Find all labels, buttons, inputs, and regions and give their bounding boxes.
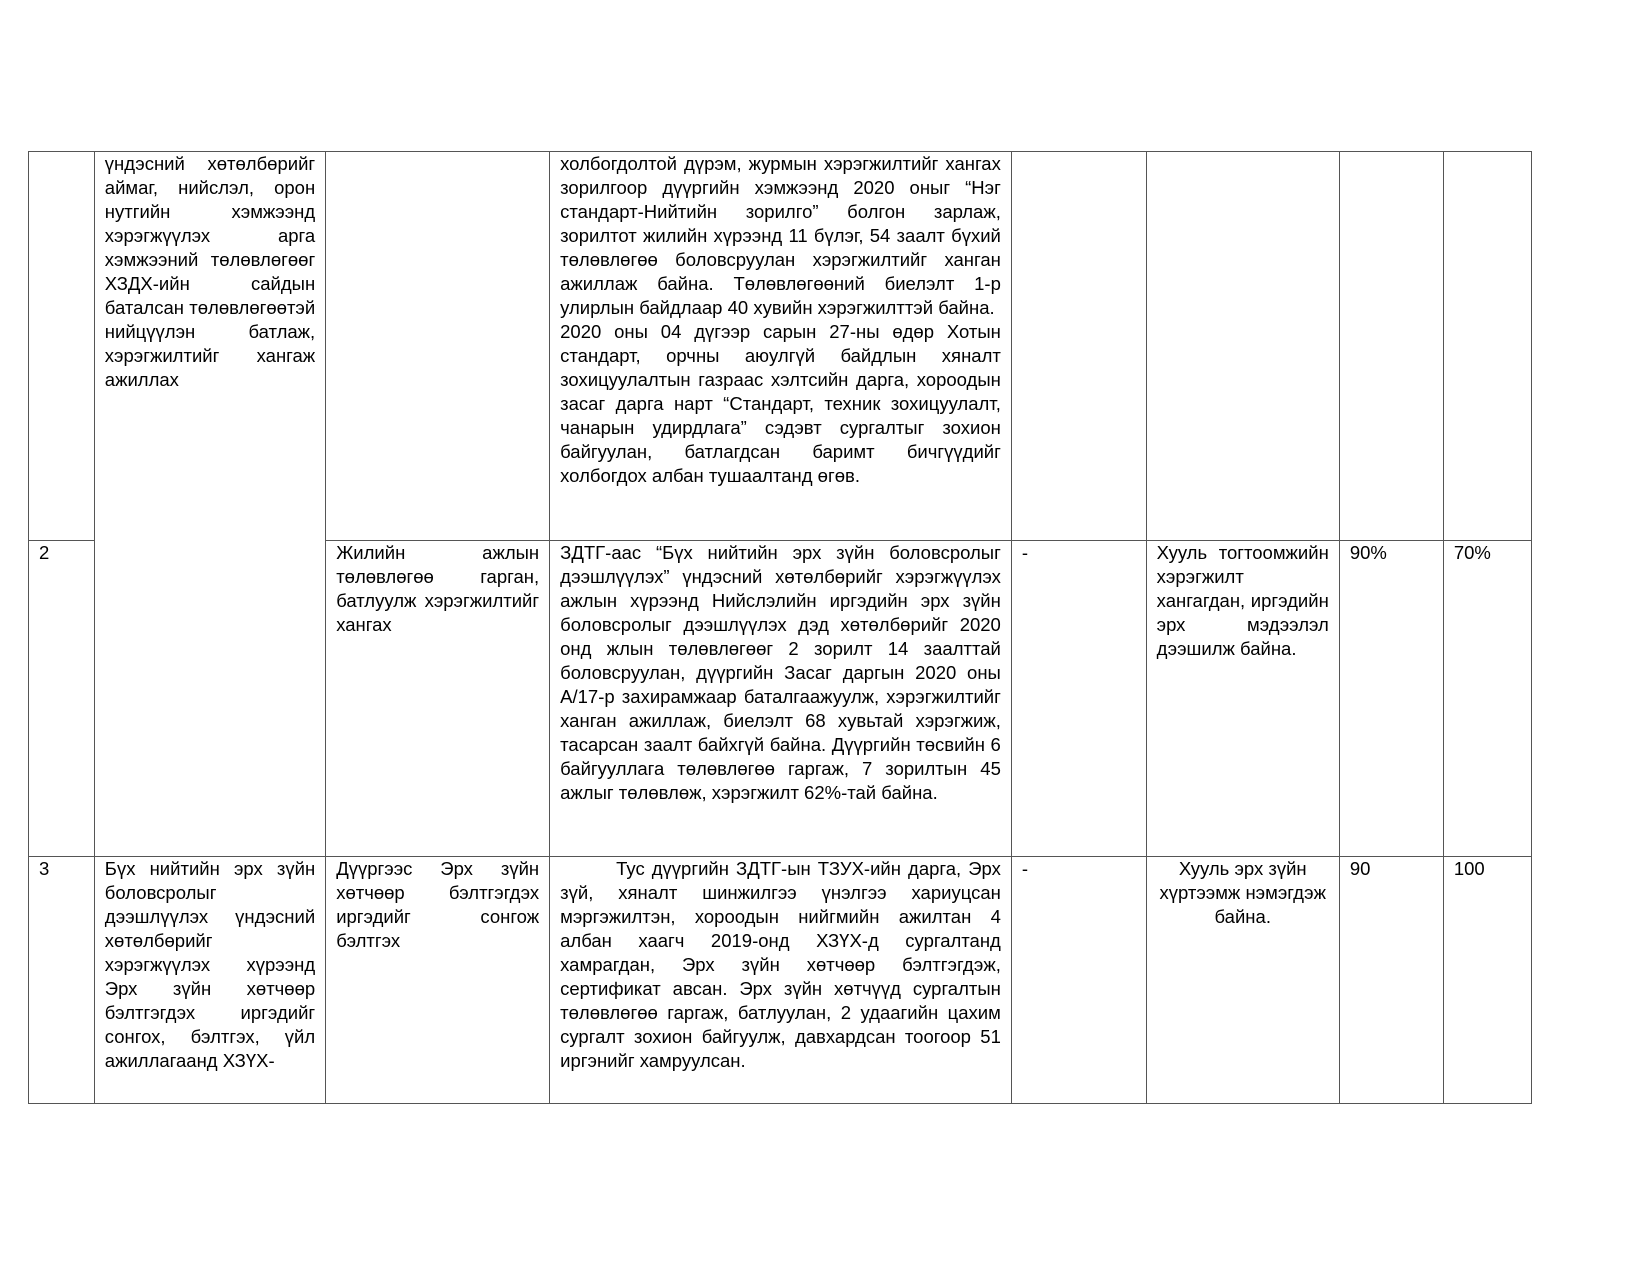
result-cell bbox=[1146, 541, 1339, 857]
report-table bbox=[28, 151, 1532, 1104]
col5-cell bbox=[1011, 152, 1146, 541]
result-text: Хууль тогтоомжийн хэрэгжилт хангагдан, иргэдийн эрх мэдээлэл дээшилж байна. bbox=[1156, 542, 1329, 659]
result-cell bbox=[1146, 152, 1339, 541]
value2-cell bbox=[1443, 152, 1531, 541]
progress-cell bbox=[550, 152, 1012, 541]
row-number-cell bbox=[29, 152, 95, 541]
goal-text: Бүх нийтийн эрх зүйн боловсролыг дээшлүүлэх үндэсний хөтөлбөрийг хэрэгжүүлэх хүрээнд Эрх зүйн хөтчөөр бэлтгэгдэх иргэдийг сонгох, бэлтгэх, үйл ажиллагаанд ХЗҮХ- bbox=[104, 858, 316, 1071]
value1-text: 90% bbox=[1349, 542, 1387, 563]
result-text: Хууль эрх зүйн хүртээмж нэмэгдэж байна. bbox=[1159, 858, 1326, 927]
value1-cell bbox=[1339, 152, 1443, 541]
progress-paragraph: ЗДТГ-аас “Бүх нийтийн эрх зүйн боловсролыг дээшлүүлэх” үндэсний хөтөлбөрийг хэрэгжүүлэх ажлын хүрээнд Нийслэлийн иргэдийн эрх зүйн боловсролыг дээшлүүлэх дэд хөтөлбөрийг 2020 онд жлын төлөвлөгөөг 2 зорилт 14 заалттай боловсруулан, дүүргийн Засаг даргын 2020 оны А/17-р захирамжаар баталгаажуулж, хэрэгжилтийг ханган ажиллаж, биелэлт 68 хувьтай хэрэгжиж, тасарсан заалт байхгүй байна. Дүүргийн төсвийн 6 байгууллага төлөвлөгөө гаргаж, 7 зорилтын 45 ажлыг төлөвлөж, хэрэгжилт 62%-тай байна. bbox=[560, 542, 1001, 803]
value2-cell bbox=[1443, 857, 1531, 1104]
activity-cell bbox=[326, 152, 550, 541]
goal-cell bbox=[94, 857, 325, 1104]
value2-text: 70% bbox=[1453, 542, 1491, 563]
table-row bbox=[29, 152, 1532, 541]
col5-cell bbox=[1011, 541, 1146, 857]
row-number-cell bbox=[29, 541, 95, 857]
activity-text: Дүүргээс Эрх зүйн хөтчөөр бэлтгэгдэх иргэдийг сонгож бэлтгэх bbox=[336, 858, 540, 951]
goal-cell bbox=[94, 152, 325, 857]
value2-cell bbox=[1443, 541, 1531, 857]
activity-cell bbox=[326, 857, 550, 1104]
col5-text: - bbox=[1021, 858, 1029, 879]
progress-cell bbox=[550, 541, 1012, 857]
goal-text: үндэсний хөтөлбөрийг аймаг, нийслэл, орон нутгийн хэмжээнд хэрэгжүүлэх арга хэмжээний төлөвлөгөөг ХЗДХ-ийн сайдын баталсан төлөвлөгөөтэй нийцүүлэн батлаж, хэрэгжилтийг хангаж ажиллах bbox=[104, 153, 316, 390]
row-number: 2 bbox=[39, 542, 50, 563]
activity-cell bbox=[326, 541, 550, 857]
col5-cell bbox=[1011, 857, 1146, 1104]
activity-text: Жилийн ажлын төлөвлөгөө гарган, батлуулж хэрэгжилтийг хангах bbox=[336, 542, 540, 635]
col5-text: - bbox=[1021, 542, 1029, 563]
value1-cell bbox=[1339, 857, 1443, 1104]
value1-cell bbox=[1339, 541, 1443, 857]
row-number-cell bbox=[29, 857, 95, 1104]
progress-paragraph: холбогдолтой дүрэм, журмын хэрэгжилтийг хангах зорилгоор дүүргийн хэмжээнд 2020 оныг “Нэг стандарт-Нийтийн зорилго” болгон зарлаж, зорилтот жилийн хүрээнд 11 бүлэг, 54 заалт бүхий төлөвлөгөө боловсруулан хэрэгжилтийг ханган ажиллаж байна. Төлөвлөгөөний биелэлт 1-р улирлын байдлаар 40 хувийн хэрэгжилттэй байна. bbox=[560, 153, 1001, 318]
progress-paragraph: Тус дүүргийн ЗДТГ-ын ТЗУХ-ийн дарга, Эрх зүй, хяналт шинжилгээ үнэлгээ хариуцсан мэргэжилтэн, хороодын нийгмийн ажилтан 4 албан хаагч 2019-онд ХЗҮХ-д сургалтанд хамрагдан, Эрх зүйн хөтчөөр бэлтгэгдэж, сертификат авсан. Эрх зүйн хөтчүүд сургалтын төлөвлөгөө гаргаж, батлуулан, 2 удаагийн цахим сургалт зохион байгуулж, давхардсан тоогоор 51 иргэнийг хамруулсан. bbox=[560, 858, 1001, 1071]
progress-cell bbox=[550, 857, 1012, 1104]
value2-text: 100 bbox=[1453, 858, 1485, 879]
table-row bbox=[29, 857, 1532, 1104]
result-cell bbox=[1146, 857, 1339, 1104]
row-number: 3 bbox=[39, 858, 50, 879]
progress-paragraph: 2020 оны 04 дүгээр сарын 27-ны өдөр Хотын стандарт, орчны аюулгүй байдлын хяналт зохицуулалтын газраас хэлтсийн дарга, хороодын засаг дарга нарт “Стандарт, техник зохицуулалт, чанарын удирдлага” сэдэвт сургалтыг зохион байгуулан, батлагдсан баримт бичгүүдийг холбогдох албан тушаалтанд өгөв. bbox=[560, 321, 1001, 486]
value1-text: 90 bbox=[1349, 858, 1371, 879]
